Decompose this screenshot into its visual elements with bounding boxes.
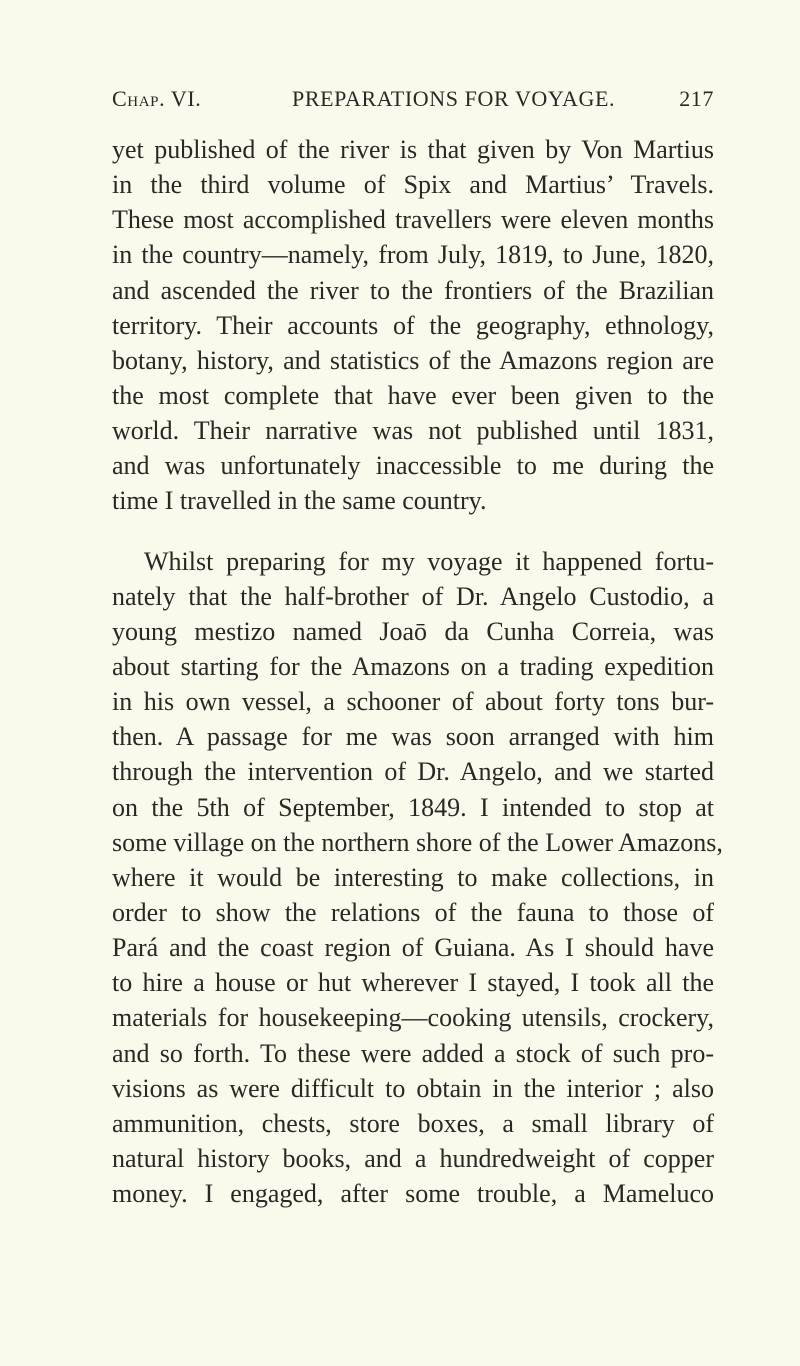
text-line: time I travelled in the same country. <box>112 486 487 516</box>
text-line: where it would be interesting to make collections, in <box>112 862 714 892</box>
text-line: botany, history, and statistics of the Amazons region are <box>112 345 714 375</box>
text-line: Whilst preparing for my voyage it happened fortu- <box>144 546 714 576</box>
text-line: the most complete that have ever been given to the <box>112 380 714 410</box>
page-number: 217 <box>679 86 714 111</box>
text-line: some village on the northern shore of the Lower Amazons, <box>112 827 723 857</box>
text-line: materials for housekeeping—cooking utensils, crockery, <box>112 1003 714 1033</box>
text-line: then. A passage for me was soon arranged with him <box>112 722 714 752</box>
text-line: yet published of the river is that given by Von Martius <box>112 135 714 164</box>
text-line: ammunition, chests, store boxes, a small library of <box>112 1108 714 1138</box>
paragraph-1 <box>112 132 714 519</box>
text-line: money. I engaged, after some trouble, a Mameluco <box>112 1179 714 1209</box>
text-line: territory. Their accounts of the geography, ethnology, <box>112 310 714 340</box>
text-line: and was unfortunately inaccessible to me during the <box>112 451 714 481</box>
text-line: young mestizo named Joaō da Cunha Correia, was <box>112 616 714 646</box>
text-line: in the third volume of Spix and Martius’ Travels. <box>112 170 714 200</box>
text-line: in his own vessel, a schooner of about forty tons bur- <box>112 687 714 717</box>
text-line: to hire a house or hut wherever I stayed, I took all the <box>112 968 714 998</box>
text-line: through the intervention of Dr. Angelo, and we started <box>112 757 714 787</box>
text-line: world. Their narrative was not published until 1831, <box>112 416 714 446</box>
text-line: visions as were difficult to obtain in the interior ; also <box>112 1073 714 1103</box>
text-line: on the 5th of September, 1849. I intended to stop at <box>112 792 714 822</box>
paragraph-2 <box>112 544 723 1212</box>
text-line: order to show the relations of the fauna to those of <box>112 897 714 927</box>
text-line: nately that the half-brother of Dr. Angelo Custodio, a <box>112 581 714 611</box>
text-line: Pará and the coast region of Guiana. As I should have <box>112 933 714 963</box>
running-title: PREPARATIONS FOR VOYAGE. <box>292 86 616 111</box>
running-head <box>112 86 714 116</box>
body-text <box>112 132 723 1211</box>
text-line: about starting for the Amazons on a trading expedition <box>112 651 714 681</box>
text-line: These most accomplished travellers were eleven months <box>112 205 714 235</box>
text-line: in the country—namely, from July, 1819, to June, 1820, <box>112 240 714 270</box>
text-line: and ascended the river to the frontiers of the Brazilian <box>112 275 714 305</box>
text-line: and so forth. To these were added a stock of such pro- <box>112 1038 714 1068</box>
text-line: natural history books, and a hundredweight of copper <box>112 1143 714 1173</box>
chapter-label: Chap. VI. <box>112 86 202 111</box>
